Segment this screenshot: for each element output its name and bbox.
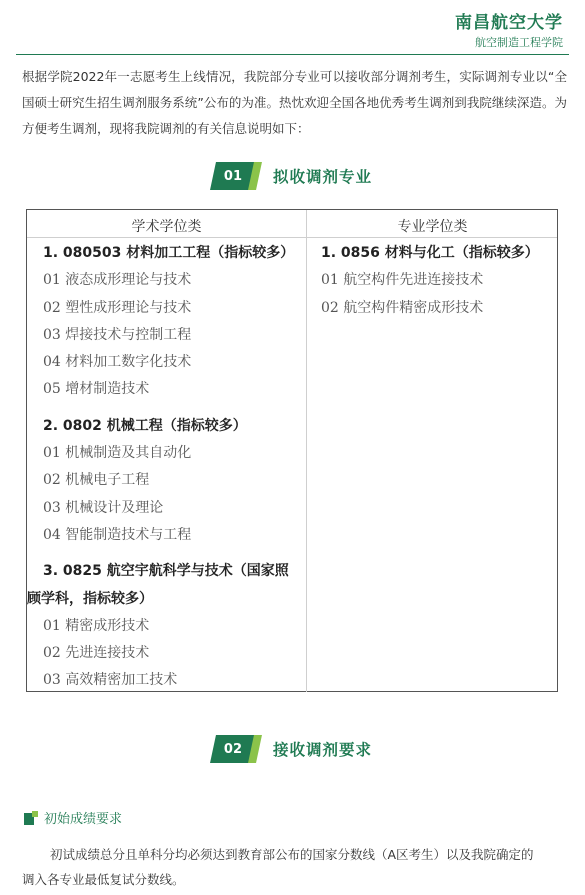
college-name: 航空制造工程学院 [475, 36, 563, 49]
subsection-heading [24, 808, 122, 827]
major-group-title: 1. 0856 材料与化工（指标较多） [321, 245, 539, 261]
majors-table [26, 209, 558, 692]
major-direction: 02 机械电子工程 [43, 472, 150, 489]
square-bullet-icon [24, 811, 38, 825]
major-group-title: 1. 080503 材料加工工程（指标较多） [43, 245, 295, 261]
major-direction: 03 焊接技术与控制工程 [43, 326, 192, 343]
major-direction: 03 高效精密加工技术 [43, 672, 178, 689]
major-direction: 02 塑性成形理论与技术 [43, 299, 192, 316]
subsection-title: 初始成绩要求 [44, 812, 123, 827]
section-number: 02 [223, 741, 243, 757]
school-name: 南昌航空大学 [455, 13, 563, 33]
section-number-badge [210, 735, 256, 763]
section-title: 接收调剂要求 [273, 741, 373, 759]
header-row-divider [27, 237, 557, 238]
page-header [0, 0, 585, 58]
major-direction: 02 航空构件精密成形技术 [321, 299, 484, 316]
section-number: 01 [223, 168, 243, 184]
section-number-badge [210, 162, 256, 190]
major-direction: 01 机械制造及其自动化 [43, 445, 192, 462]
major-direction: 05 增材制造技术 [43, 381, 150, 398]
professional-degree-column [321, 240, 551, 322]
section-heading-2 [213, 733, 372, 765]
major-direction: 04 材料加工数字化技术 [43, 354, 192, 371]
badge-accent [248, 162, 262, 190]
academic-degree-column [27, 240, 299, 695]
column-divider [306, 210, 307, 692]
major-group-title: 2. 0802 机械工程（指标较多） [43, 417, 247, 434]
major-direction: 01 航空构件先进连接技术 [321, 272, 484, 289]
academic-degree-header: 学术学位类 [131, 219, 202, 235]
major-direction: 04 智能制造技术与工程 [43, 526, 192, 543]
section-heading-1 [213, 160, 372, 192]
professional-degree-header: 专业学位类 [397, 219, 468, 235]
major-direction: 02 先进连接技术 [43, 645, 150, 662]
intro-paragraph: 根据学院2022年一志愿考生上线情况，我院部分专业可以接收部分调剂考生，实际调剂专业以“全国硕士研究生招生调剂服务系统”公布的为准。热忱欢迎全国各地优秀考生调剂到我院继续深造。为方便考生调剂，现将我院调剂的有关信息说明如下： [22, 69, 567, 136]
section-title: 拟收调剂专业 [273, 168, 373, 186]
major-direction: 03 机械设计及理论 [43, 499, 164, 516]
badge-accent [248, 735, 262, 763]
header-divider [16, 54, 569, 55]
major-direction: 01 液态成形理论与技术 [43, 272, 192, 289]
major-direction: 01 精密成形技术 [43, 617, 150, 634]
major-group-title: 3. 0825 航空宇航科学与技术（国家照顾学科，指标较多） [27, 563, 289, 607]
requirement-paragraph: 初试成绩总分且单科分均必须达到教育部公布的国家分数线（A区考生）以及我院确定的调入各专业最低复试分数线。 [22, 847, 534, 887]
